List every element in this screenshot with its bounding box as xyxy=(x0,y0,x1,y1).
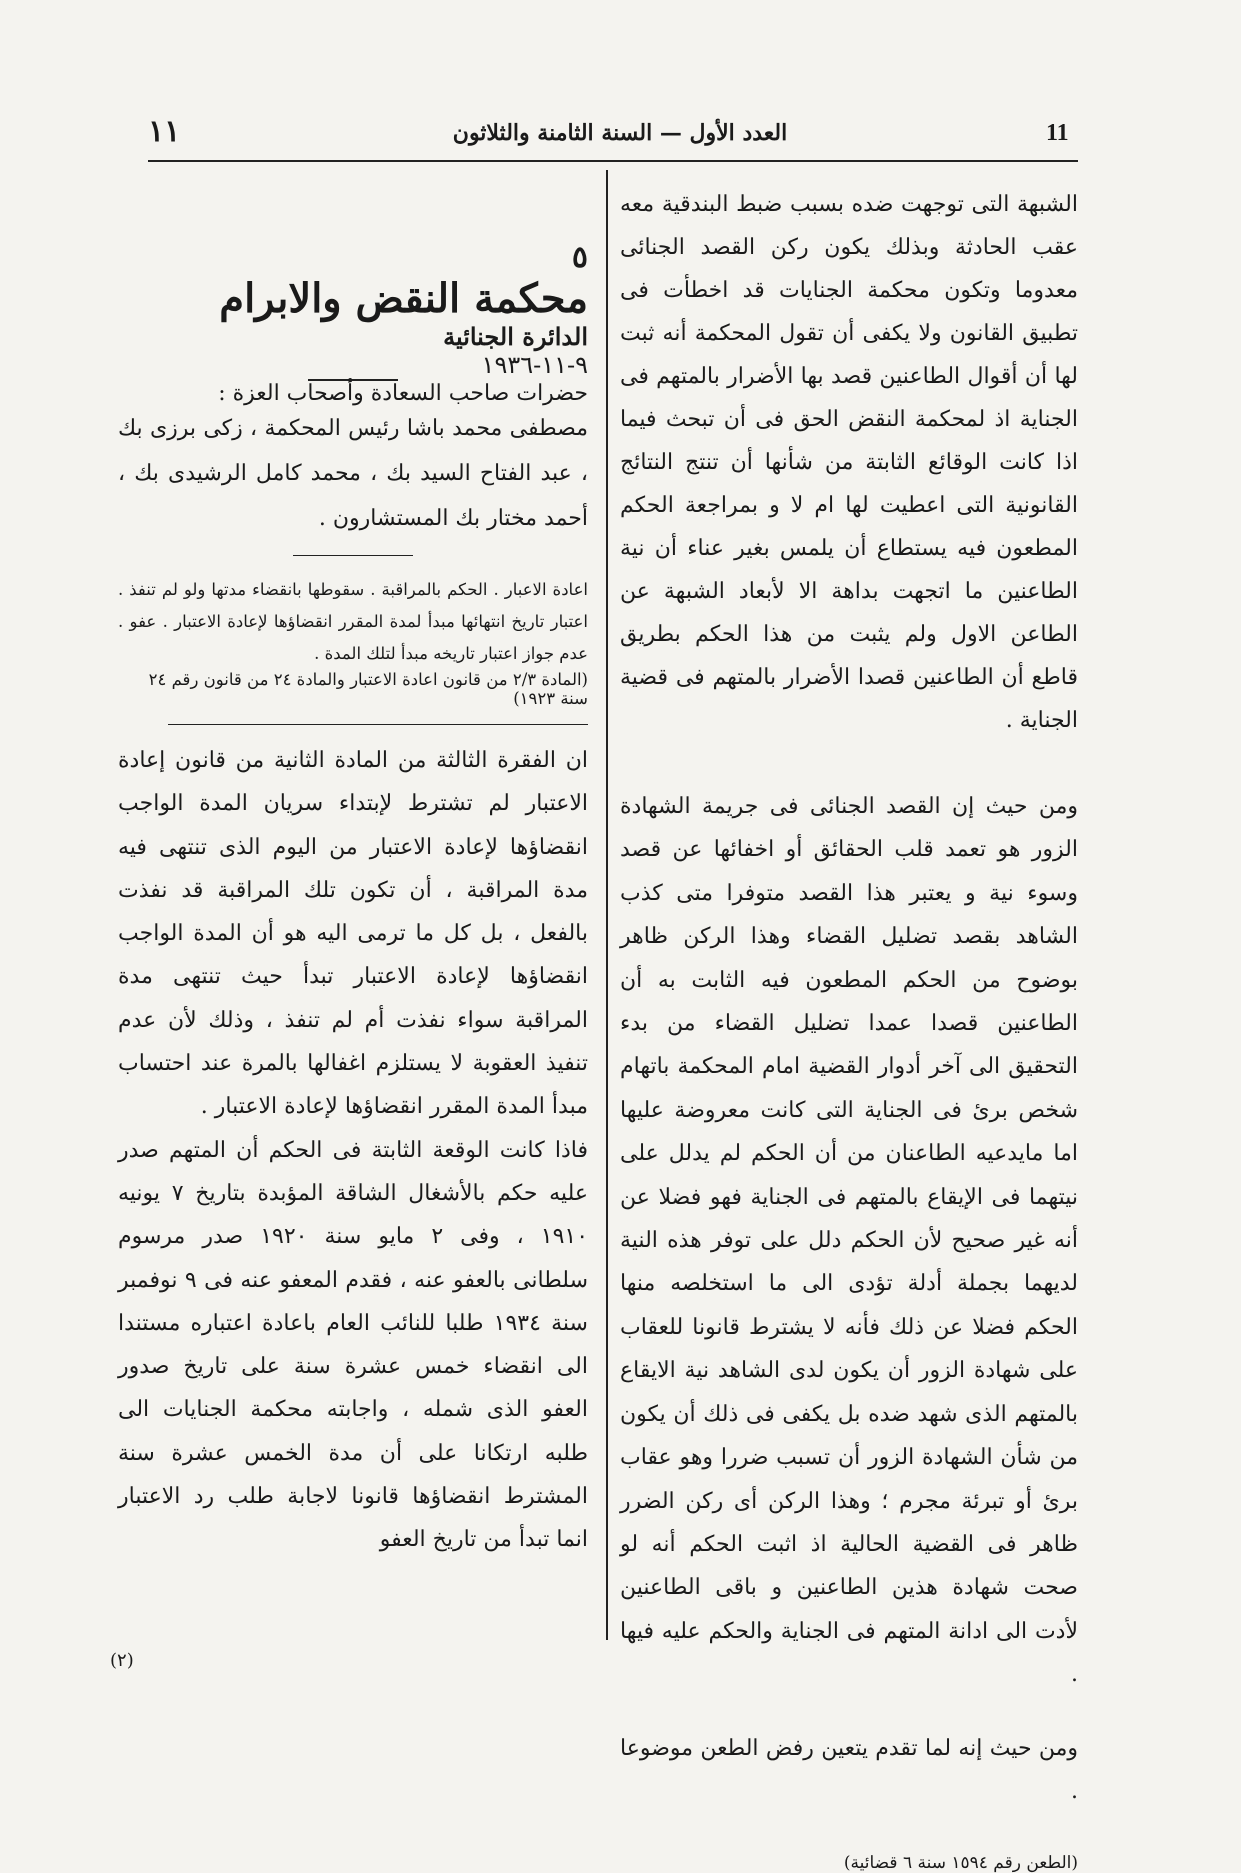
paragraph: الشبهة التى توجهت ضده بسبب ضبط البندقية معه عقب الحادثة وبذلك يكون ركن القصد الجنائى معدوما وتكون محكمة الجنايات قد اخطأت فى تطبيق القانون ولا يكفى أن تقول المحكمة أنه ثبت لها أن أقوال الطاعنين قصد بها الأضرار بالمتهم فى الجناية اذ لمحكمة النقض الحق فى أن تبحث فيما اذا كانت الوقائع الثابتة من شأنها أن تنتج النتائج القانونية التى اعطيت لها ام لا و بمراجعة الحكم المطعون فيه يستطاع أن يلمس بغير عناء أن نية الطاعنين ما اتجهت بداهة الا لأبعاد الشبهة عن الطاعن الاول ولم يثبت من هذا الحكم بطريق قاطع أن الطاعنين قصدا الأضرار بالمتهم فى قضية الجناية . xyxy=(620,192,1078,733)
right-column xyxy=(620,183,1078,1873)
panel-intro: حضرات صاحب السعادة وأصحاب العزة : xyxy=(218,381,588,406)
running-title: العدد الأول — السنة الثامنة والثلاثون xyxy=(452,120,788,146)
court-name: محكمة النقض والابرام xyxy=(219,275,588,322)
appeal-reference: (الطعن رقم ١٥٩٤ سنة ٦ قضائية) xyxy=(843,1852,1078,1873)
case-number: ٥ xyxy=(571,240,588,275)
paragraph: فاذا كانت الوقعة الثابتة فى الحكم أن المتهم صدر عليه حكم بالأشغال الشاقة المؤبدة بتاريخ ٧ يونيه ١٩١٠ ، وفى ٢ مايو سنة ١٩٢٠ صدر مرسوم سلطانى بالعفو عنه ، فقدم المعفو عنه فى ٩ نوفمبر سنة ١٩٣٤ طلبا للنائب العام باعادة اعتباره مستندا الى انقضاء خمس عشرة سنة على تاريخ صدور العفو الذى شمله ، واجابته محكمة الجنايات الى طلبه ارتكانا على أن مدة الخمس عشرة سنة المشترط انقضاؤها قانونا لاجابة طلب رد الاعتبار انما تبدأ من تاريخ العفو xyxy=(118,1137,589,1553)
case-summary: اعادة الاعبار . الحكم بالمراقبة . سقوطها بانقضاء مدتها ولو لم تنفذ . اعتبار تاريخ انتهائها مبدأ لمدة المقرر انقضاؤها لإعادة الاعتبار . عفو . عدم جواز اعتبار تاريخه مبدأ لتلك المدة . xyxy=(118,580,588,663)
paragraph: ومن حيث إنه لما تقدم يتعين رفض الطعن موضوعا . xyxy=(620,1735,1078,1804)
page-number-latin: 11 xyxy=(1046,120,1069,146)
decision-date: ٩-١١-١٩٣٦ xyxy=(481,351,588,379)
circuit-name: الدائرة الجنائية xyxy=(443,322,588,351)
section-rule xyxy=(293,555,413,556)
left-column xyxy=(118,240,588,1562)
column-divider xyxy=(606,170,608,1640)
law-reference: (المادة ٢/٣ من قانون اعادة الاعتبار والمادة ٢٤ من قانون رقم ٢٤ سنة ١٩٢٣) xyxy=(148,670,588,708)
section-rule xyxy=(168,724,588,725)
header-rule xyxy=(148,160,1078,162)
page-header xyxy=(0,112,1241,162)
judges-list: مصطفى محمد باشا رئيس المحكمة ، زكى برزى بك ، عبد الفتاح السيد بك ، محمد كامل الرشيدى بك ، أحمد مختار بك المستشارون . xyxy=(118,416,588,531)
paragraph: ومن حيث إن القصد الجنائى فى جريمة الشهادة الزور هو تعمد قلب الحقائق أو اخفائها عن قصد وسوء نية و يعتبر هذا القصد متوفرا متى كذب الشاهد بقصد تضليل القضاء وهذا الركن ظاهر بوضوح من الحكم المطعون فيه الثابت به أن الطاعنين قصدا عمدا تضليل القضاء من بدء التحقيق الى آخر أدوار القضية امام المحكمة باتهام شخص برئ فى الجناية التى كانت معروضة عليها اما مايدعيه الطاعنان من أن الحكم لم يدلل على نيتهما فى الإيقاع بالمتهم فى الجناية فهو فضلا عن أنه غير صحيح لأن الحكم دلل على توفر هذه النية لديهما بجملة أدلة تؤدى الى ما استخلصه منها الحكم فضلا عن ذلك فأنه لا يشترط قانونا للعقاب على شهادة الزور أن يكون لدى الشاهد نية الايقاع بالمتهم الذى شهد ضده بل يكفى فى ذلك أن يكون من شأن الشهادة الزور أن تسبب ضررا وهو عقاب برئ أو تبرئة مجرم ؛ وهذا الركن أى ركن الضرر ظاهر فى القضية الحالية اذ اثبت الحكم أنه لو صحت شهادة هذين الطاعنين و باقى الطاعنين لأدت الى ادانة المتهم فى الجناية والحكم عليه فيها . xyxy=(620,794,1079,1688)
paragraph: ان الفقرة الثالثة من المادة الثانية من قانون إعادة الاعتبار لم تشترط لإبتداء سريان المدة الواجب انقضاؤها لإعادة الاعتبار من اليوم الذى تنتهى فيه مدة المراقبة ، أن تكون تلك المراقبة قد نفذت بالفعل ، بل كل ما ترمى اليه هو أن المدة الواجب انقضاؤها لإعادة الاعتبار تبدأ حيث تنتهى مدة المراقبة سواء نفذت أم لم تنفذ ، وذلك لأن عدم تنفيذ العقوبة لا يستلزم اغفالها بالمرة عند احتساب مبدأ المدة المقرر انقضاؤها لإعادة الاعتبار . xyxy=(118,748,588,1120)
signature-mark: (٢) xyxy=(110,1650,134,1671)
page-number-arabic: ١١ xyxy=(148,114,181,149)
